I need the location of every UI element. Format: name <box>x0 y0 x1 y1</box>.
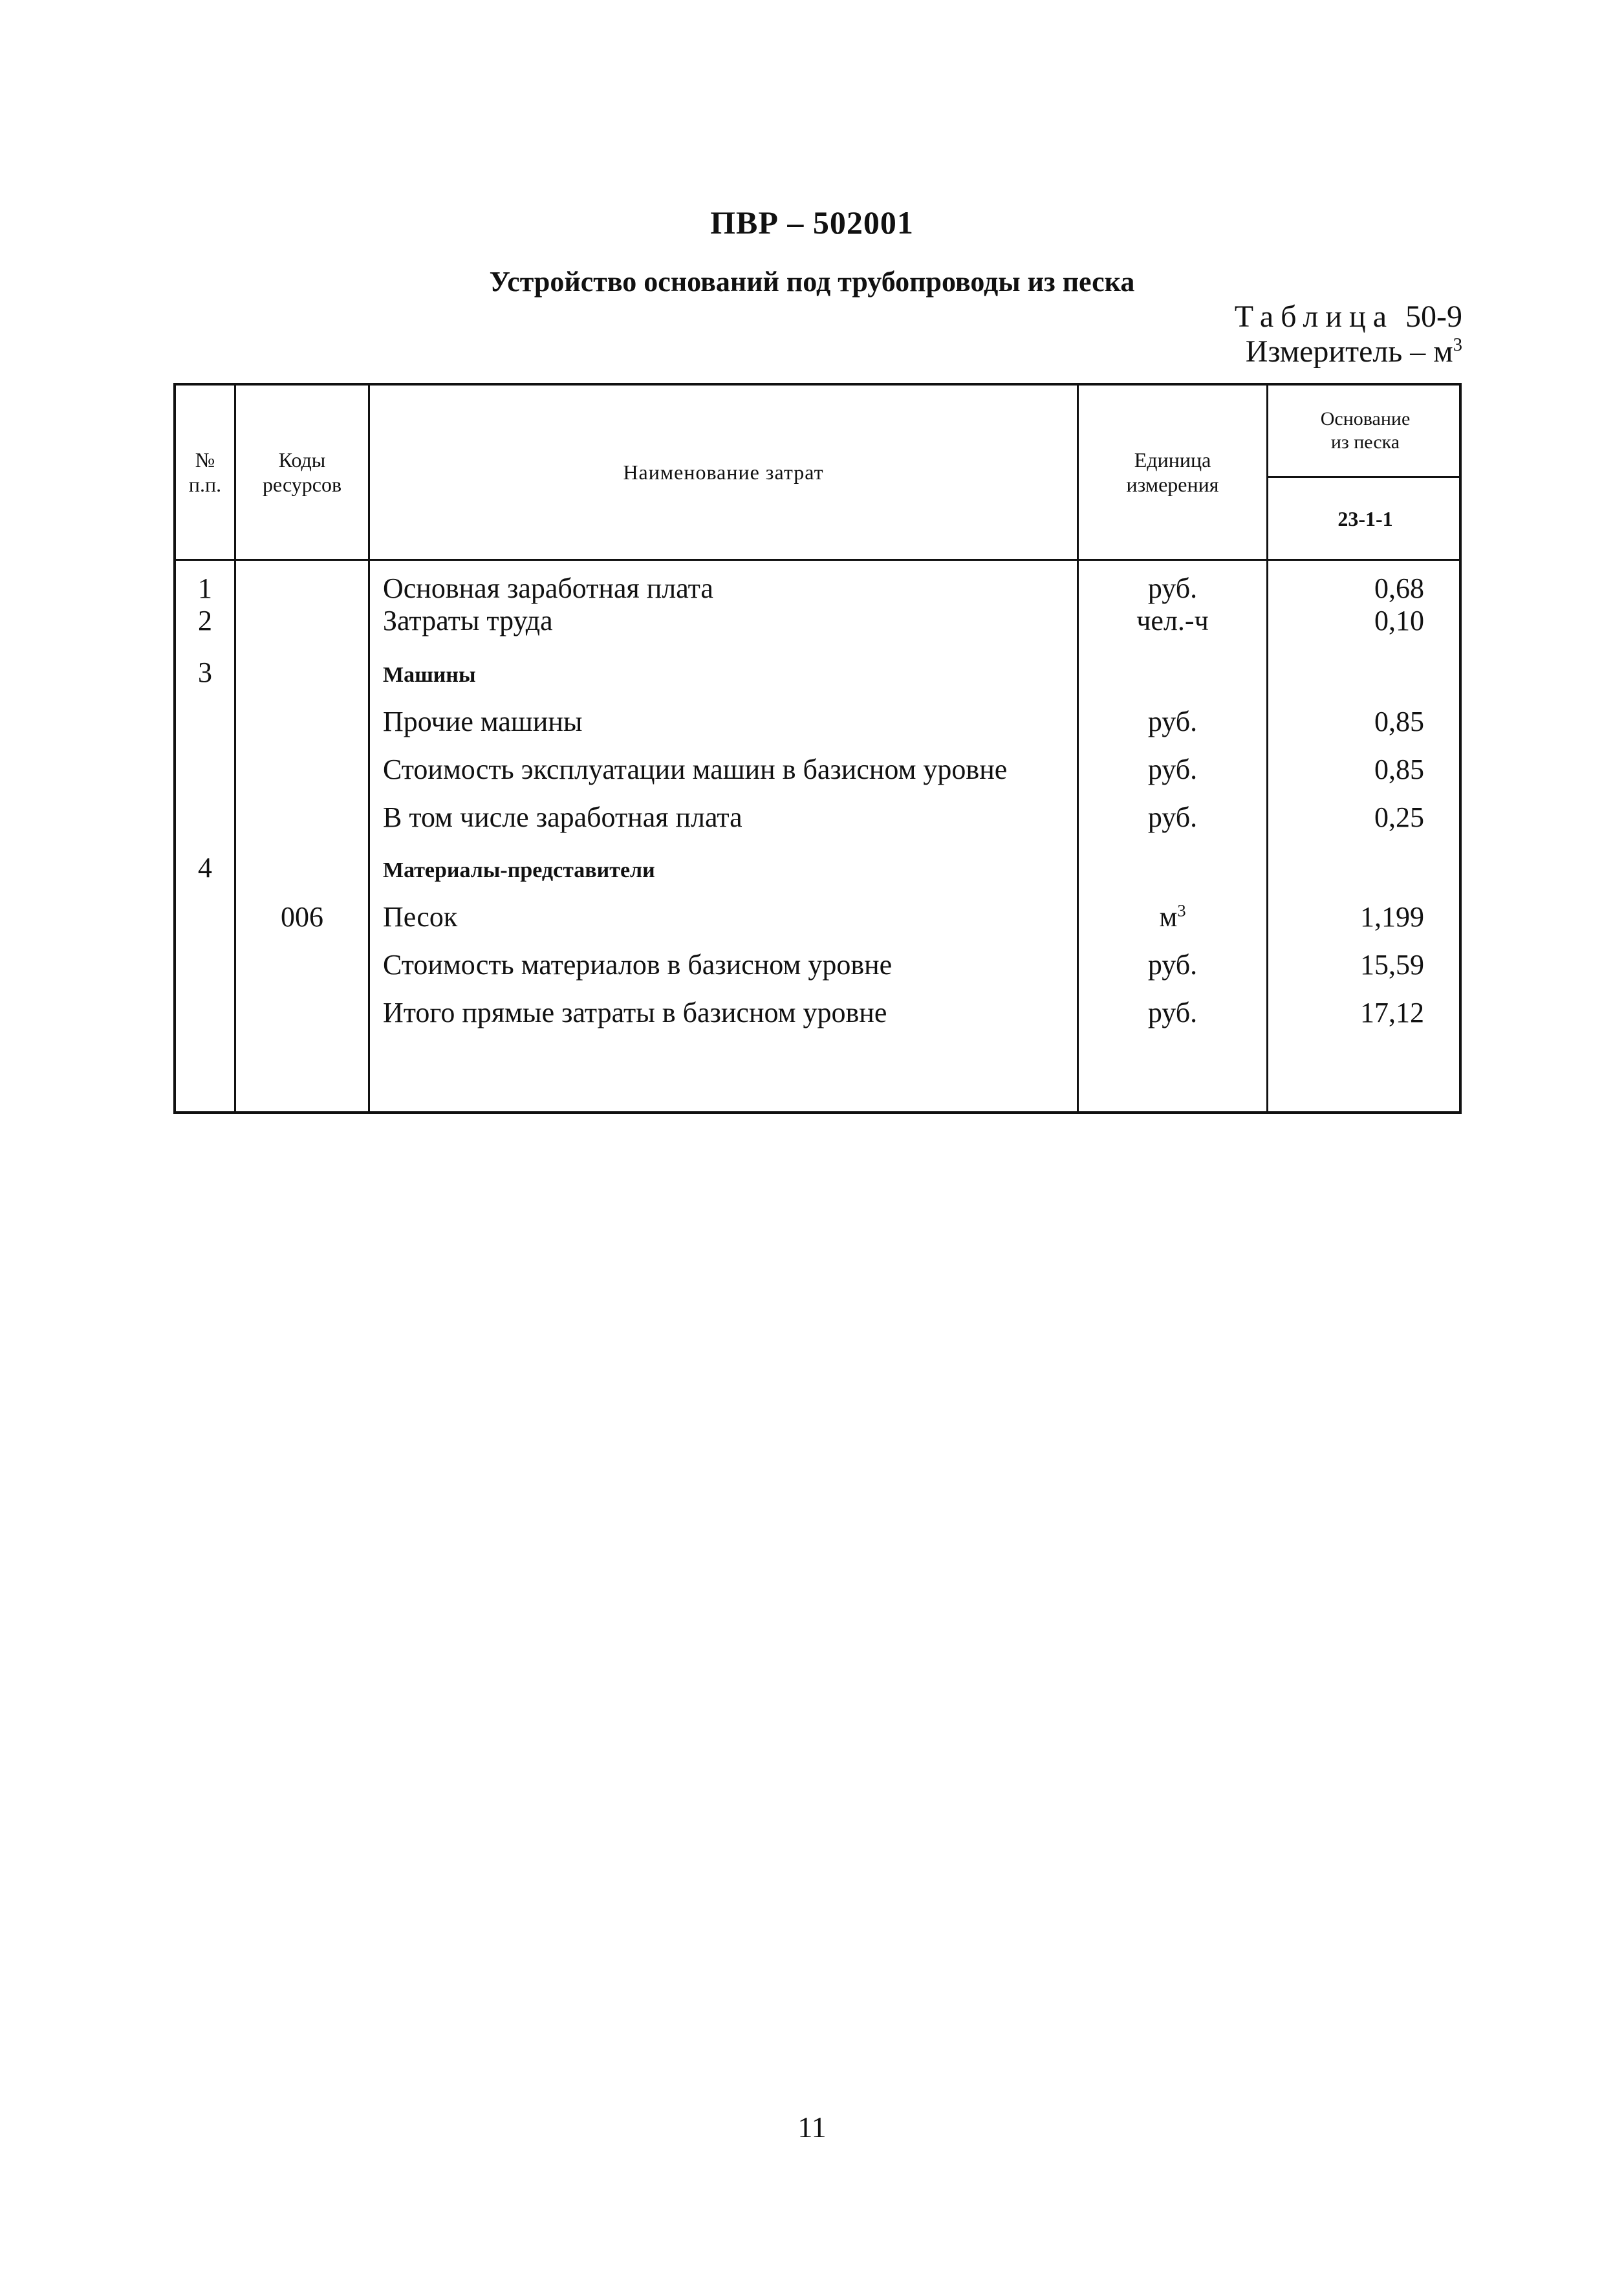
row-value: 0,25 <box>1374 801 1424 833</box>
row-unit: руб. <box>1147 706 1198 737</box>
measure-unit <box>1246 334 1462 369</box>
row-value: 0,10 <box>1374 605 1424 636</box>
row-value: 1,199 <box>1360 901 1424 933</box>
document-title: Устройство оснований под трубопроводы из песка <box>489 266 1135 298</box>
table-label-word: Таблица <box>1234 299 1394 334</box>
row-unit: руб. <box>1147 949 1198 981</box>
row-num: 2 <box>198 605 212 636</box>
header-unit <box>1079 386 1266 559</box>
row-name: Стоимость материалов в базисном уровне <box>383 949 893 981</box>
row-unit <box>1079 900 1266 934</box>
row-name: Стоимость эксплуатации машин в базисном уровне <box>383 754 1008 785</box>
measure-exponent: 3 <box>1453 334 1462 355</box>
header-name <box>370 386 1077 559</box>
header-group-line2: из песка <box>1330 431 1400 453</box>
header-divider <box>176 559 1459 561</box>
row-value: 0,68 <box>1374 572 1424 604</box>
header-num <box>176 386 234 559</box>
row-value: 15,59 <box>1360 949 1424 981</box>
header-group <box>1268 386 1462 476</box>
header-group-line1: Основание <box>1320 408 1411 429</box>
header-codes-line1: Коды <box>278 448 326 472</box>
row-name: В том числе заработная плата <box>383 801 742 833</box>
row-unit: руб. <box>1147 754 1198 785</box>
row-name: Основная заработная плата <box>383 572 713 604</box>
row-name: Прочие машины <box>383 706 583 737</box>
header-num-line2: п.п. <box>188 473 222 496</box>
row-name: Затраты труда <box>383 605 553 636</box>
row-num: 4 <box>198 852 212 884</box>
document-code: ПВР – 502001 <box>710 204 914 241</box>
header-norm-code <box>1268 478 1462 559</box>
row-name: Песок <box>383 901 458 933</box>
header-unit-line1: Единица <box>1134 448 1211 472</box>
row-code: 006 <box>281 901 323 933</box>
section-heading: Машины <box>383 663 476 687</box>
page-number: 11 <box>797 2111 827 2144</box>
header-name-text: Наименование затрат <box>623 461 824 484</box>
row-unit: руб. <box>1147 997 1198 1028</box>
header-unit-line2: измерения <box>1126 473 1219 496</box>
table-label <box>1235 299 1462 334</box>
row-unit: руб. <box>1147 572 1198 604</box>
row-unit: чел.-ч <box>1136 605 1209 636</box>
row-unit-exponent: 3 <box>1177 900 1186 920</box>
row-value: 17,12 <box>1360 997 1424 1028</box>
row-value: 0,85 <box>1374 754 1424 785</box>
section-heading: Материалы-представители <box>383 858 655 882</box>
header-codes-line2: ресурсов <box>262 473 342 496</box>
header-norm-code-text: 23-1-1 <box>1337 506 1393 530</box>
cost-table <box>173 383 1462 1114</box>
measure-prefix: Измеритель – м <box>1245 334 1453 369</box>
row-name: Итого прямые затраты в базисном уровне <box>383 997 887 1028</box>
header-num-line1: № <box>195 448 215 472</box>
row-value: 0,85 <box>1374 706 1424 737</box>
row-unit: руб. <box>1147 801 1198 833</box>
header-codes <box>235 386 369 559</box>
row-num: 3 <box>198 657 212 688</box>
row-num: 1 <box>198 572 212 604</box>
table-number: 50-9 <box>1405 299 1462 334</box>
row-unit-text: м <box>1159 901 1178 933</box>
